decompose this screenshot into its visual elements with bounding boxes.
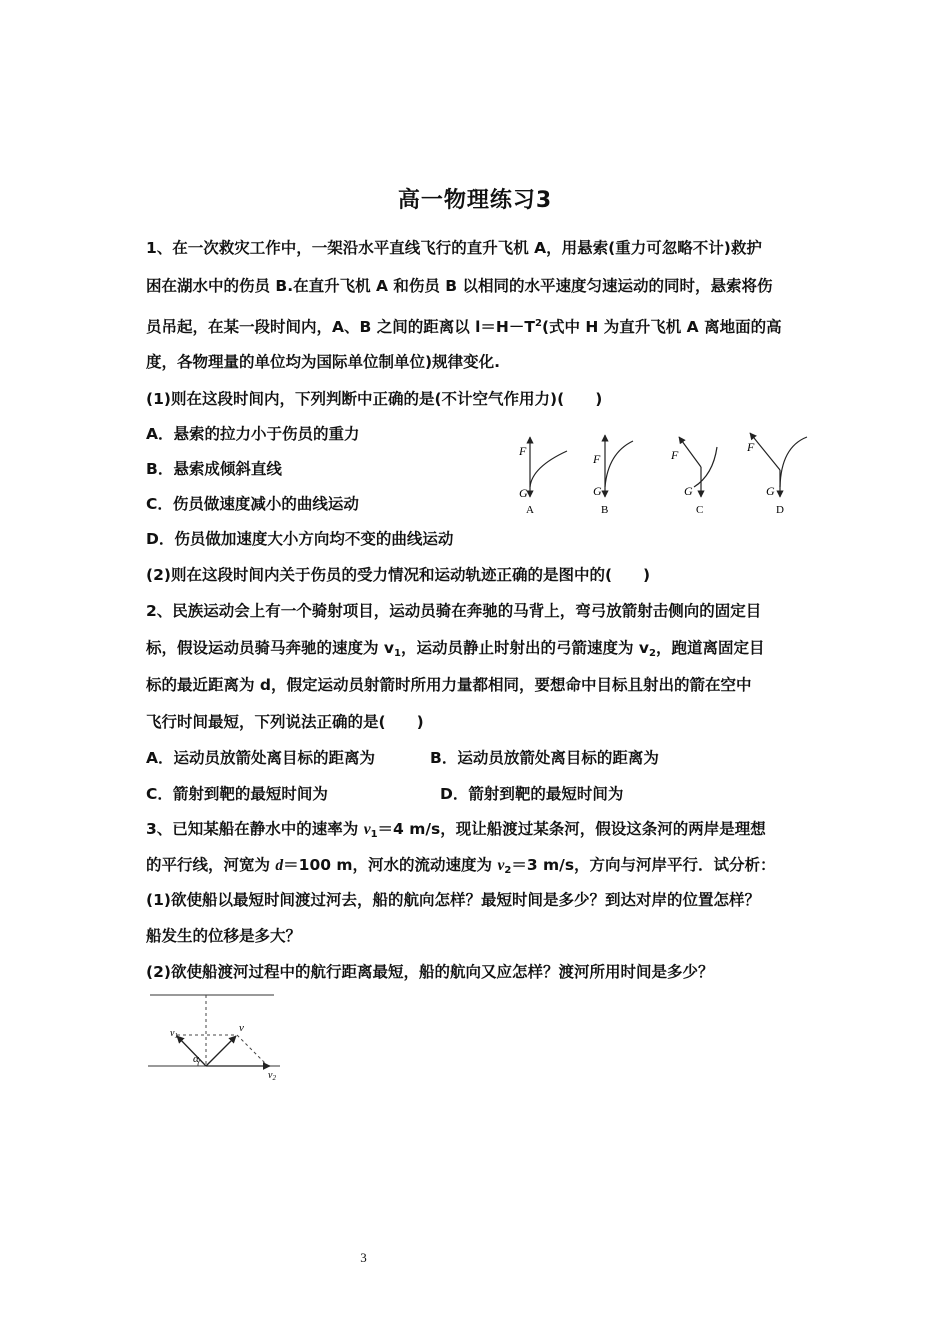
fig-a-label: A xyxy=(526,504,534,516)
q2-option-a: A．运动员放箭处离目标的距离为 xyxy=(146,749,375,767)
fig-b-label: B xyxy=(601,504,609,516)
q3-part-2: (2)欲使船渡河过程中的航行距离最短，船的航向又应怎样？渡河所用时间是多少？ xyxy=(146,963,714,981)
fig-alpha-label: α xyxy=(193,1053,199,1065)
q1-option-b: B．悬索成倾斜直线 xyxy=(146,460,282,478)
q2-line-2-a: 标，假设运动员骑马奔驰的速度为 v xyxy=(146,639,395,657)
q2-line-2-sub2: 2 xyxy=(649,648,656,659)
q2-line-2 xyxy=(146,638,764,664)
fig-option-a xyxy=(518,437,567,516)
fig-d-f-label: F xyxy=(747,440,755,454)
q1-line-3-sup: 2 xyxy=(534,318,542,329)
fig-v1-letter: v xyxy=(170,1028,175,1039)
q3-line-1-sub: 1 xyxy=(370,829,378,840)
q3-line-2-d: d xyxy=(275,857,284,874)
q1-line-3-b: (式中 H 为直升飞机 A 离地面的高 xyxy=(541,318,782,336)
q1-option-a: A．悬索的拉力小于伤员的重力 xyxy=(146,425,360,443)
q2-option-b: B．运动员放箭处离目标的距离为 xyxy=(430,749,659,767)
fig-a-g-label: G xyxy=(519,486,528,500)
q1-line-2: 困在湖水中的伤员 B.在直升飞机 A 和伤员 B 以相同的水平速度匀速运动的同时，悬索将伤 xyxy=(146,277,773,295)
page-title: 高一物理练习3 xyxy=(397,188,553,213)
q1-force-trajectory-figure xyxy=(505,425,825,520)
fig-c-label: C xyxy=(696,504,704,516)
q3-line-2-a: 的平行线，河宽为 xyxy=(146,856,276,874)
q3-line-2-c: ＝3 m/s，方向与河岸平行．试分析： xyxy=(511,856,776,874)
q3-river-vector-figure xyxy=(140,990,290,1082)
q1-part-2: (2)则在这段时间内关于伤员的受力情况和运动轨迹正确的是图中的( ) xyxy=(146,566,651,584)
fig-v1-sub: 1 xyxy=(174,1032,178,1040)
q2-option-c: C．箭射到靶的最短时间为 xyxy=(146,785,328,803)
q2-line-2-c: ，跑道离固定目 xyxy=(655,639,765,657)
q3-line-1 xyxy=(146,819,766,845)
q3-line-2-v: v xyxy=(497,857,505,874)
q2-line-4: 飞行时间最短，下列说法正确的是( ) xyxy=(146,713,424,731)
fig-v2-sub: 2 xyxy=(272,1074,276,1082)
fig-v2-letter: v xyxy=(268,1070,273,1081)
fig-c-g-label: G xyxy=(684,484,693,498)
fig-b-f-label: F xyxy=(593,452,601,466)
fig-d-g-label: G xyxy=(766,484,775,498)
q3-line-1-b: ＝4 m/s，现让船渡过某条河，假设这条河的两岸是理想 xyxy=(377,820,766,838)
q3-part-1: (1)欲使船以最短时间渡过河去，船的航向怎样？最短时间是多少？到达对岸的位置怎样？ xyxy=(146,891,760,909)
q1-option-c: C．伤员做速度减小的曲线运动 xyxy=(146,495,359,513)
page-number: 3 xyxy=(360,1250,367,1265)
fig-b-g-label: G xyxy=(593,484,602,498)
fig-option-c xyxy=(670,437,717,516)
q1-line-3 xyxy=(146,314,782,337)
q1-line-3-a: 员吊起，在某一段时间内，A、B 之间的距离以 l＝H－T xyxy=(146,318,535,336)
q1-part-1: (1)则在这段时间内，下列判断中正确的是(不计空气作用力)( ) xyxy=(146,390,603,408)
q1-line-4: 度，各物理量的单位均为国际单位制单位)规律变化. xyxy=(146,353,500,371)
q3-line-2 xyxy=(146,855,776,881)
q1-option-d: D．伤员做加速度大小方向均不变的曲线运动 xyxy=(146,530,454,548)
fig-option-d xyxy=(746,433,807,516)
q3-line-1-v: v xyxy=(363,821,371,838)
fig-option-b xyxy=(592,435,633,516)
q3-line-2-sub: 2 xyxy=(504,865,512,876)
fig-d-label: D xyxy=(776,504,784,516)
fig-v-label: v xyxy=(239,1022,244,1034)
fig-v1-label xyxy=(170,1028,178,1040)
fig-v2-label xyxy=(268,1070,276,1082)
q2-option-d: D．箭射到靶的最短时间为 xyxy=(440,785,624,803)
q2-line-3: 标的最近距离为 d，假定运动员射箭时所用力量都相同，要想命中目标且射出的箭在空中 xyxy=(146,676,752,694)
q1-line-1: 1、在一次救灾工作中，一架沿水平直线飞行的直升飞机 A，用悬索(重力可忽略不计)救护 xyxy=(146,239,762,257)
q3-line-1-a: 3、已知某船在静水中的速率为 xyxy=(146,820,364,838)
fig-c-f-label: F xyxy=(671,448,679,462)
q3-part-1-cont: 船发生的位移是多大？ xyxy=(146,927,302,945)
q2-line-2-b: ，运动员静止时射出的弓箭速度为 v xyxy=(400,639,649,657)
q2-line-1: 2、民族运动会上有一个骑射项目，运动员骑在奔驰的马背上，弯弓放箭射击侧向的固定目 xyxy=(146,602,762,620)
q2-line-2-sub1: 1 xyxy=(394,648,401,659)
fig-a-f-label: F xyxy=(519,444,527,458)
q3-line-2-b: ＝100 m，河水的流动速度为 xyxy=(283,856,498,874)
